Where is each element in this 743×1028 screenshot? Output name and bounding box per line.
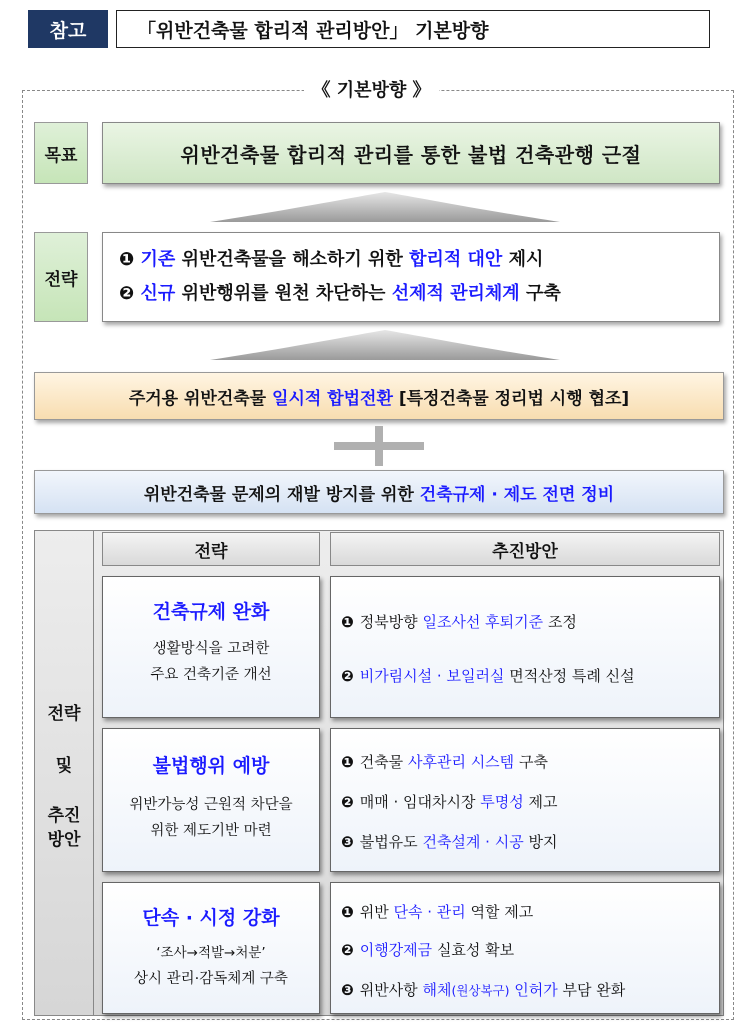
plan-card — [330, 882, 720, 1014]
plan-item: ❶ 위반 단속 · 관리 역할 제고 — [341, 903, 534, 921]
strategy-card: 건축규제 완화 생활방식을 고려한 주요 건축기준 개선 — [102, 576, 320, 718]
strategy-card: 불법행위 예방 위반가능성 근원적 차단을 위한 제도기반 마련 — [102, 728, 320, 872]
strategy-line-2: ❷ 신규 위반행위를 원천 차단하는 선제적 관리체계 구축 — [119, 283, 561, 304]
reference-badge: 참고 — [28, 10, 108, 48]
plan-card — [330, 728, 720, 872]
up-arrow-icon — [210, 328, 560, 362]
goal-text: 위반건축물 합리적 관리를 통한 불법 건축관행 근절 — [102, 122, 720, 184]
plan-item: ❸ 불법유도 건축설계 · 시공 방지 — [341, 833, 558, 851]
column-header-strategy: 전략 — [102, 532, 320, 566]
column-header-plan: 추진방안 — [330, 532, 720, 566]
plan-item: ❶ 건축물 사후관리 시스템 구축 — [341, 753, 548, 771]
plan-item: ❸ 위반사항 해체(원상복구) 인허가 부담 완화 — [341, 981, 626, 999]
plan-item: ❷ 비가림시설 · 보일러실 면적산정 특례 신설 — [341, 667, 635, 685]
strategy-card: 단속 · 시정 강화 ‘조사→적발→처분’ 상시 관리·감독체계 구축 — [102, 882, 320, 1014]
strategy-line-1: ❶ 기존 위반건축물을 해소하기 위한 합리적 대안 제시 — [119, 249, 544, 270]
plan-item: ❷ 매매 · 임대차시장 투명성 제고 — [341, 793, 558, 811]
plus-icon — [334, 426, 424, 466]
residential-conversion-bar: 주거용 위반건축물 일시적 합법전환 [특정건축물 정리법 시행 협조] — [34, 372, 724, 420]
goal-label: 목표 — [34, 122, 88, 184]
strategy-label: 전략 — [34, 232, 88, 322]
side-label: 전략 및 추진 방안 — [47, 704, 81, 850]
up-arrow-icon — [210, 190, 560, 224]
regulation-overhaul-bar: 위반건축물 문제의 재발 방지를 위한 건축규제 · 제도 전면 정비 — [34, 470, 724, 514]
plan-card — [330, 576, 720, 718]
section-title: 《 기본방향 》 — [0, 76, 743, 102]
plan-item: ❷ 이행강제금 실효성 확보 — [341, 941, 515, 959]
strategy-box — [102, 232, 720, 322]
document-title: 「위반건축물 합리적 관리방안」 기본방향 — [116, 10, 710, 48]
plan-item: ❶ 정북방향 일조사선 후퇴기준 조정 — [341, 613, 577, 631]
